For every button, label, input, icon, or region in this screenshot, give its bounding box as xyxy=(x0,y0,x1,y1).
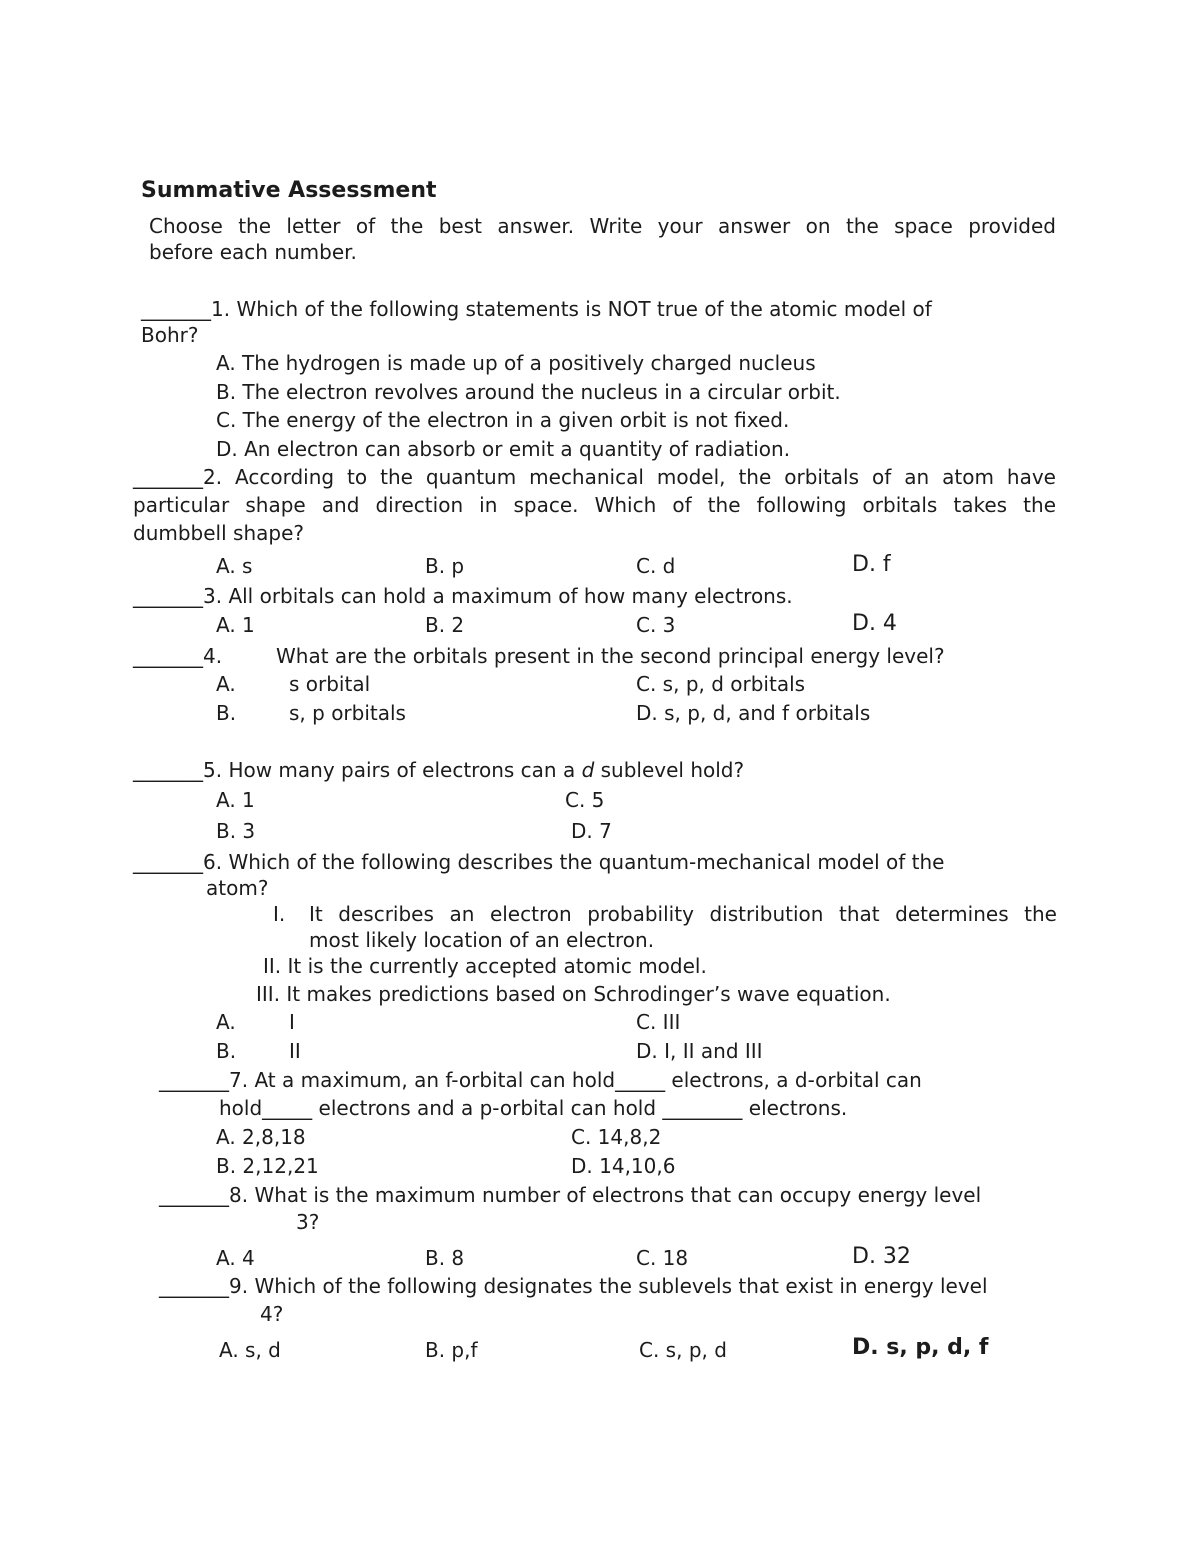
question-5-option-c: C. 5 xyxy=(565,788,605,812)
instructions-line-1: Choose the letter of the best answer. Write your answer on the space provided xyxy=(149,214,1056,238)
question-6-statement-ii: II. It is the currently accepted atomic model. xyxy=(263,954,707,978)
question-6-statement-i-number: I. xyxy=(273,902,286,926)
question-7-option-a: A. 2,8,18 xyxy=(216,1125,306,1149)
question-4-option-c: C. s, p, d orbitals xyxy=(636,672,806,696)
question-2-option-b: B. p xyxy=(425,554,465,578)
question-7-option-b: B. 2,12,21 xyxy=(216,1154,319,1178)
question-1-option-a: A. The hydrogen is made up of a positively charged nucleus xyxy=(216,351,816,375)
question-7-stem-cont: hold_____ electrons and a p-orbital can hold ________ electrons. xyxy=(219,1096,848,1120)
question-1-stem: _______1. Which of the following statements is NOT true of the atomic model of xyxy=(141,297,932,321)
question-4-option-b-text: s, p orbitals xyxy=(289,701,406,725)
question-1-stem-cont: Bohr? xyxy=(141,323,199,347)
question-6-statement-iii: III. It makes predictions based on Schrodinger’s wave equation. xyxy=(256,982,891,1006)
question-6-statement-i-cont: most likely location of an electron. xyxy=(309,928,655,952)
question-8-option-c: C. 18 xyxy=(636,1246,689,1270)
question-4-option-d: D. s, p, d, and f orbitals xyxy=(636,701,871,725)
question-6-option-d: D. I, II and III xyxy=(636,1039,763,1063)
question-4-option-b-letter: B. xyxy=(216,701,237,725)
question-7-option-d: D. 14,10,6 xyxy=(571,1154,676,1178)
question-1-option-d: D. An electron can absorb or emit a quantity of radiation. xyxy=(216,437,791,461)
question-9-option-d: D. s, p, d, f xyxy=(852,1335,989,1360)
question-2-option-a: A. s xyxy=(216,554,253,578)
question-5-stem: _______5. How many pairs of electrons can a d sublevel hold? xyxy=(133,758,745,782)
question-8-stem-cont: 3? xyxy=(296,1210,320,1234)
question-6-option-b-text: II xyxy=(289,1039,301,1063)
question-5-option-a: A. 1 xyxy=(216,788,255,812)
question-3-stem: _______3. All orbitals can hold a maximum of how many electrons. xyxy=(133,584,793,608)
question-4-option-a-text: s orbital xyxy=(289,672,371,696)
question-6-stem: _______6. Which of the following describes the quantum-mechanical model of the xyxy=(133,850,945,874)
question-2-stem-end: dumbbell shape? xyxy=(133,521,304,545)
question-4-option-a-letter: A. xyxy=(216,672,236,696)
question-9-stem: _______9. Which of the following designates the sublevels that exist in energy level xyxy=(159,1274,988,1298)
question-6-option-a-text: I xyxy=(289,1010,295,1034)
question-6-option-b-letter: B. xyxy=(216,1039,237,1063)
page-title: Summative Assessment xyxy=(141,178,437,203)
question-4-number: _______4. xyxy=(133,644,223,668)
question-3-option-a: A. 1 xyxy=(216,613,255,637)
question-8-stem: _______8. What is the maximum number of electrons that can occupy energy level xyxy=(159,1183,982,1207)
question-4-stem: What are the orbitals present in the second principal energy level? xyxy=(276,644,945,668)
question-6-option-a-letter: A. xyxy=(216,1010,236,1034)
question-6-stem-cont: atom? xyxy=(206,876,269,900)
question-1-option-c: C. The energy of the electron in a given orbit is not fixed. xyxy=(216,408,790,432)
question-5-option-b: B. 3 xyxy=(216,819,256,843)
question-5-option-d: D. 7 xyxy=(571,819,612,843)
question-3-option-c: C. 3 xyxy=(636,613,676,637)
question-3-option-d: D. 4 xyxy=(852,611,897,636)
question-2-option-d: D. f xyxy=(852,552,891,577)
question-9-option-b: B. p,f xyxy=(425,1338,478,1362)
question-8-option-d: D. 32 xyxy=(852,1244,911,1269)
question-9-option-a: A. s, d xyxy=(219,1338,281,1362)
question-8-option-b: B. 8 xyxy=(425,1246,465,1270)
question-9-stem-cont: 4? xyxy=(260,1302,284,1326)
question-6-statement-i: It describes an electron probability distribution that determines the xyxy=(309,902,1057,926)
question-2-stem: _______2. According to the quantum mechanical model, the orbitals of an atom have xyxy=(133,465,1056,489)
question-1-option-b: B. The electron revolves around the nucleus in a circular orbit. xyxy=(216,380,841,404)
question-2-option-c: C. d xyxy=(636,554,676,578)
question-2-stem-cont: particular shape and direction in space. Which of the following orbitals takes the xyxy=(133,493,1056,517)
question-7-option-c: C. 14,8,2 xyxy=(571,1125,662,1149)
question-9-option-c: C. s, p, d xyxy=(639,1338,727,1362)
question-7-stem: _______7. At a maximum, an f-orbital can hold_____ electrons, a d-orbital can xyxy=(159,1068,922,1092)
instructions-line-2: before each number. xyxy=(149,240,357,264)
question-6-option-c: C. III xyxy=(636,1010,681,1034)
question-3-option-b: B. 2 xyxy=(425,613,465,637)
question-8-option-a: A. 4 xyxy=(216,1246,255,1270)
